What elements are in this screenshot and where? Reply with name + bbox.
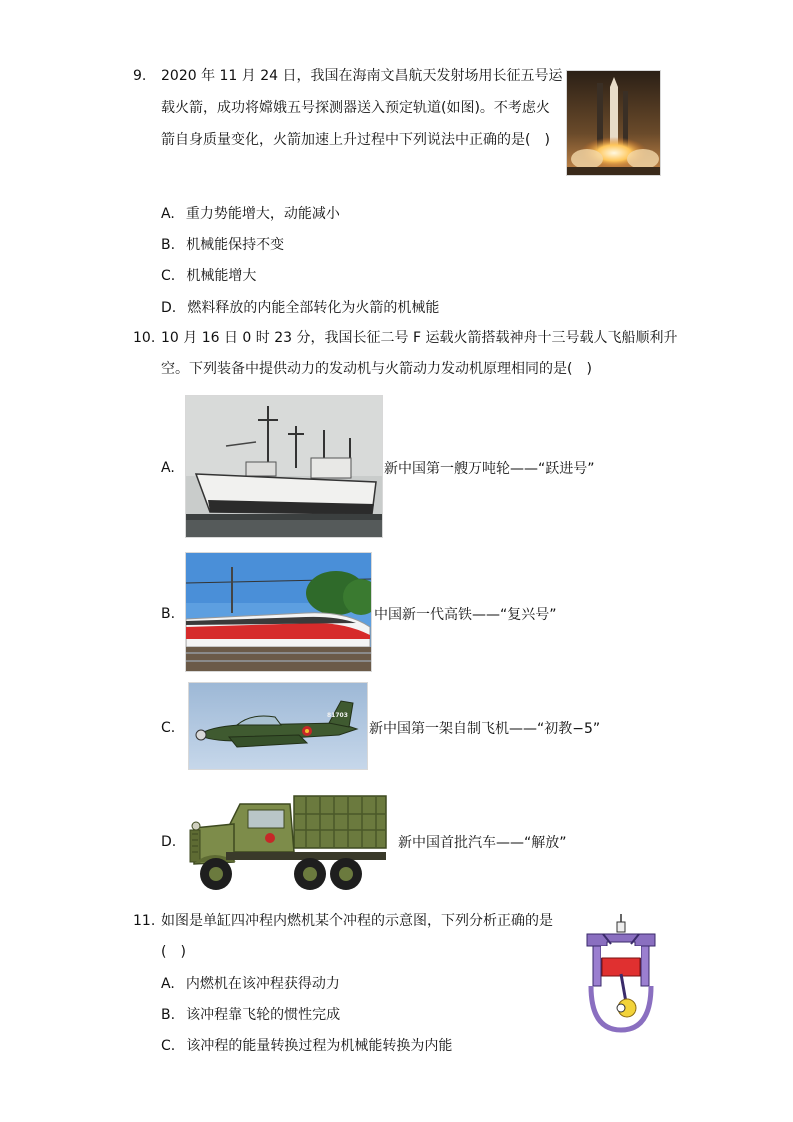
option-text: 机械能保持不变 <box>186 237 285 253</box>
option-letter: D. <box>161 300 177 316</box>
option-text: 重力势能增大，动能减小 <box>185 206 340 222</box>
ship-image <box>185 395 383 538</box>
option-letter: A. <box>161 976 175 992</box>
airplane-image <box>188 682 368 770</box>
question-text-line: 2020 年 11 月 24 日，我国在海南文昌航天发射场用长征五号运 <box>161 68 563 84</box>
high-speed-train-image <box>185 552 372 672</box>
question-text-line: 如图是单缸四冲程内燃机某个冲程的示意图，下列分析正确的是 <box>161 913 553 929</box>
question-text-line: 空。下列装备中提供动力的发动机与火箭动力发动机原理相同的是( ) <box>161 361 592 377</box>
question-text-line: ( ) <box>161 944 186 960</box>
question-text-line: 载火箭，成功将嫦娥五号探测器送入预定轨道(如图)。不考虑火 <box>161 100 550 116</box>
option-a-caption: 新中国第一艘万吨轮——“跃进号” <box>384 461 595 477</box>
option-d[interactable] <box>161 297 439 318</box>
option-letter: C. <box>161 268 176 284</box>
option-b[interactable] <box>161 1004 340 1025</box>
plane-tail-number: 81703 <box>327 712 348 719</box>
option-a[interactable] <box>161 203 340 224</box>
option-c[interactable] <box>161 1035 452 1056</box>
engine-diagram <box>583 912 659 1034</box>
option-d-letter[interactable]: D. <box>161 834 177 850</box>
option-text: 内燃机在该冲程获得动力 <box>185 976 340 992</box>
option-b[interactable] <box>161 234 284 255</box>
option-letter: B. <box>161 237 176 253</box>
option-letter: C. <box>161 1038 176 1054</box>
option-b-caption: 中国新一代高铁——“复兴号” <box>374 607 557 623</box>
option-c[interactable] <box>161 265 256 286</box>
option-text: 机械能增大 <box>186 268 257 284</box>
option-c-caption: 新中国第一架自制飞机——“初教−5” <box>369 721 601 737</box>
option-text: 该冲程靠飞轮的惯性完成 <box>186 1007 341 1023</box>
option-c-letter[interactable]: C. <box>161 720 176 736</box>
option-text: 燃料释放的内能全部转化为火箭的机械能 <box>187 300 440 316</box>
option-letter: B. <box>161 1007 176 1023</box>
question-number: 10. <box>133 330 156 346</box>
option-letter: A. <box>161 206 175 222</box>
truck-image <box>186 790 390 896</box>
question-number: 11. <box>133 913 156 929</box>
option-b-letter[interactable]: B. <box>161 606 176 622</box>
option-a-letter[interactable]: A. <box>161 460 175 476</box>
option-a[interactable] <box>161 973 340 994</box>
question-text-line: 箭自身质量变化，火箭加速上升过程中下列说法中正确的是( ) <box>161 132 550 148</box>
option-d-caption: 新中国首批汽车——“解放” <box>398 835 567 851</box>
option-text: 该冲程的能量转换过程为机械能转换为内能 <box>186 1038 453 1054</box>
rocket-launch-image <box>566 70 661 176</box>
question-text-line: 10 月 16 日 0 时 23 分，我国长征二号 F 运载火箭搭载神舟十三号载人飞船顺利升 <box>161 330 678 346</box>
question-number: 9. <box>133 68 147 84</box>
